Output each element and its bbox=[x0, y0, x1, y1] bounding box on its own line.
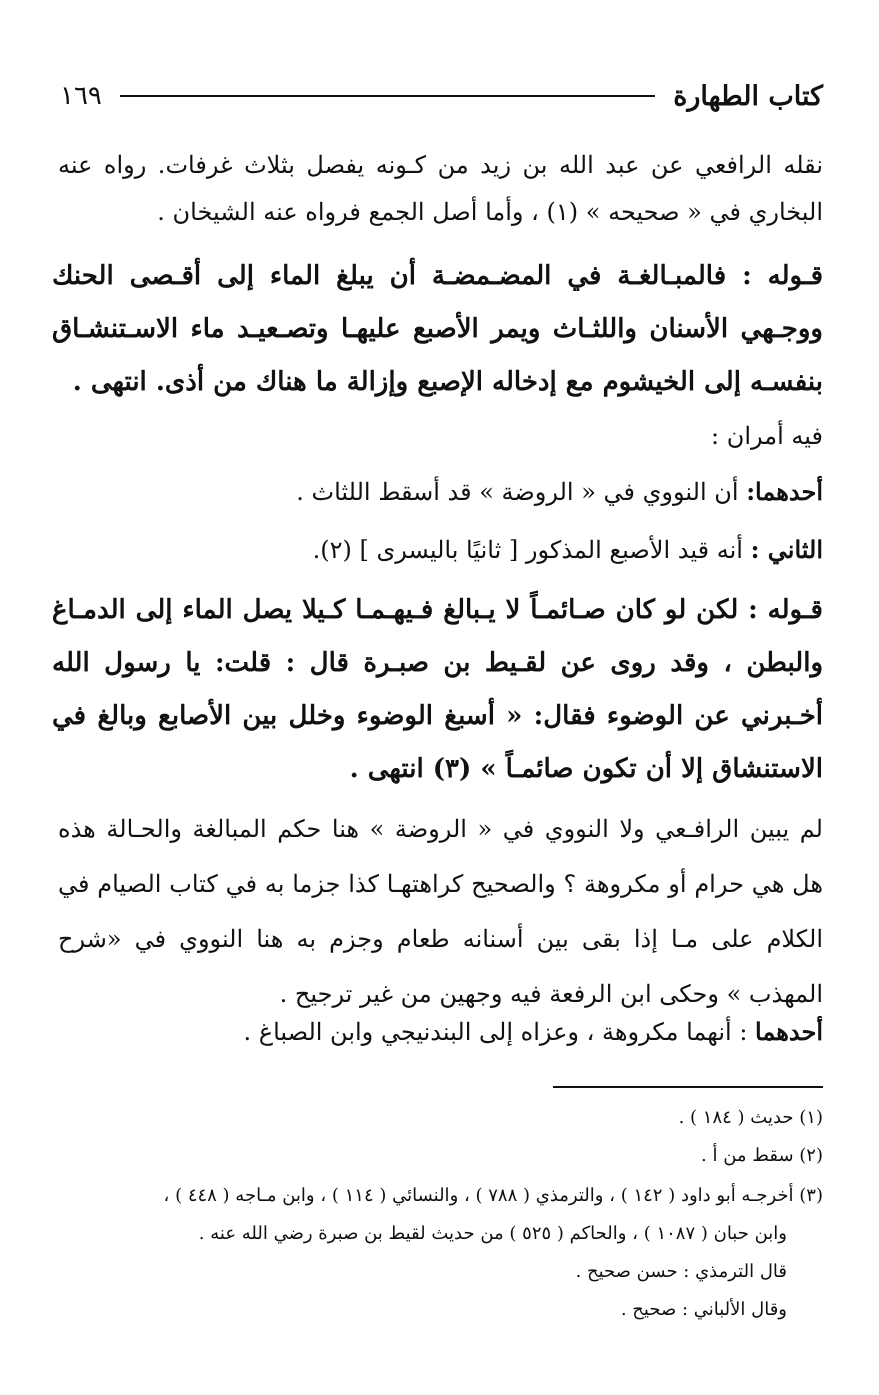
footnote-rule bbox=[553, 1086, 823, 1088]
point-1-text: أن النووي في « الروضة » قد أسقط اللثاث . bbox=[296, 478, 747, 506]
footnote-1: (١) حديث ( ١٨٤ ) . bbox=[678, 1107, 823, 1128]
note-intro: فيه أمران : bbox=[711, 422, 823, 450]
footnote-2: (٢) سقط من أ . bbox=[701, 1145, 823, 1166]
footnote-3-line-3: قال الترمذي : حسن صحيح . bbox=[575, 1261, 787, 1282]
footnote-3-line-1: (٣) أخرجـه أبو داود ( ١٤٢ ) ، والترمذي ( ٧٨٨ ) ، والنسائي ( ١١٤ ) ، وابن مـاجه ( ٤٤٨ ) ، bbox=[163, 1185, 823, 1206]
paragraph-1: نقله الرافعي عن عبد الله بن زيد من كـونه يفصل بثلاث غرفات. رواه عنه البخاري في « صحيحه » (١) ، وأما أصل الجمع فرواه عنه الشيخان . bbox=[58, 151, 823, 226]
page-number: ١٦٩ bbox=[60, 81, 102, 111]
quoted-statement-2: قـوله : لكن لو كان صـائمـاً لا يـبالغ فـيهـمـا كـيلا يصل الماء إلى الدمـاغ والبطن ، وقد روى عن لقـيط بن صبـرة قال : قلت: يا رسول الله أخـبرني عن الوضوء فقال: « أسبغ الوضوء وخلل بين الأصابع وبالغ في الاستنشاق إلا أن تكون صائمـاً » (٣) انتهى . bbox=[52, 595, 823, 784]
footnote-3-line-2: وابن حبان ( ١٠٨٧ ) ، والحاكم ( ٥٢٥ ) من حديث لقيط بن صبرة رضي الله عنه . bbox=[198, 1223, 787, 1244]
point-2-text: أنه قيد الأصبع المذكور [ ثانيًا باليسرى ] (٢). bbox=[312, 536, 751, 564]
point-2-label: الثاني : bbox=[750, 535, 823, 564]
footnote-3-line-4: وقال الألباني : صحيح . bbox=[620, 1299, 787, 1320]
para3-label: أحدهما bbox=[755, 1017, 823, 1046]
running-header bbox=[60, 76, 823, 116]
paragraph-3 bbox=[58, 1012, 823, 1052]
para3-text: : أنهما مكروهة ، وعزاه إلى البندنيجي وابن الصباغ . bbox=[243, 1018, 756, 1046]
note-point-1 bbox=[58, 472, 823, 512]
chapter-title: كتاب الطهارة bbox=[673, 80, 823, 112]
quoted-statement-1: قـوله : فالمبـالغـة في المضـمضـة أن يبلغ الماء إلى أقـصى الحنك ووجـهي الأسنان واللثـاث ويمر الأصبع عليهـا وتصـعيـد ماء الاسـتنشـاق بنفسـه إلى الخيشوم مع إدخاله الإصبع وإزالة ما هناك من أذى. انتهى . bbox=[52, 261, 823, 397]
note-point-2 bbox=[58, 530, 823, 570]
point-1-label: أحدهما: bbox=[746, 477, 823, 506]
paragraph-2: لم يبين الرافـعي ولا النووي في « الروضة » هنا حكم المبالغة والحـالة هذه هل هي حرام أو مكروهة ؟ والصحيح كراهتهـا كذا جزما به في كتاب الصيام في الكلام على مـا إذا بقى بين أسنانه طعام وجزم به هنا النووي في «شرح المهذب » وحكى ابن الرفعة فيه وجهين من غير ترجيح . bbox=[58, 815, 823, 1008]
header-rule bbox=[120, 95, 655, 97]
